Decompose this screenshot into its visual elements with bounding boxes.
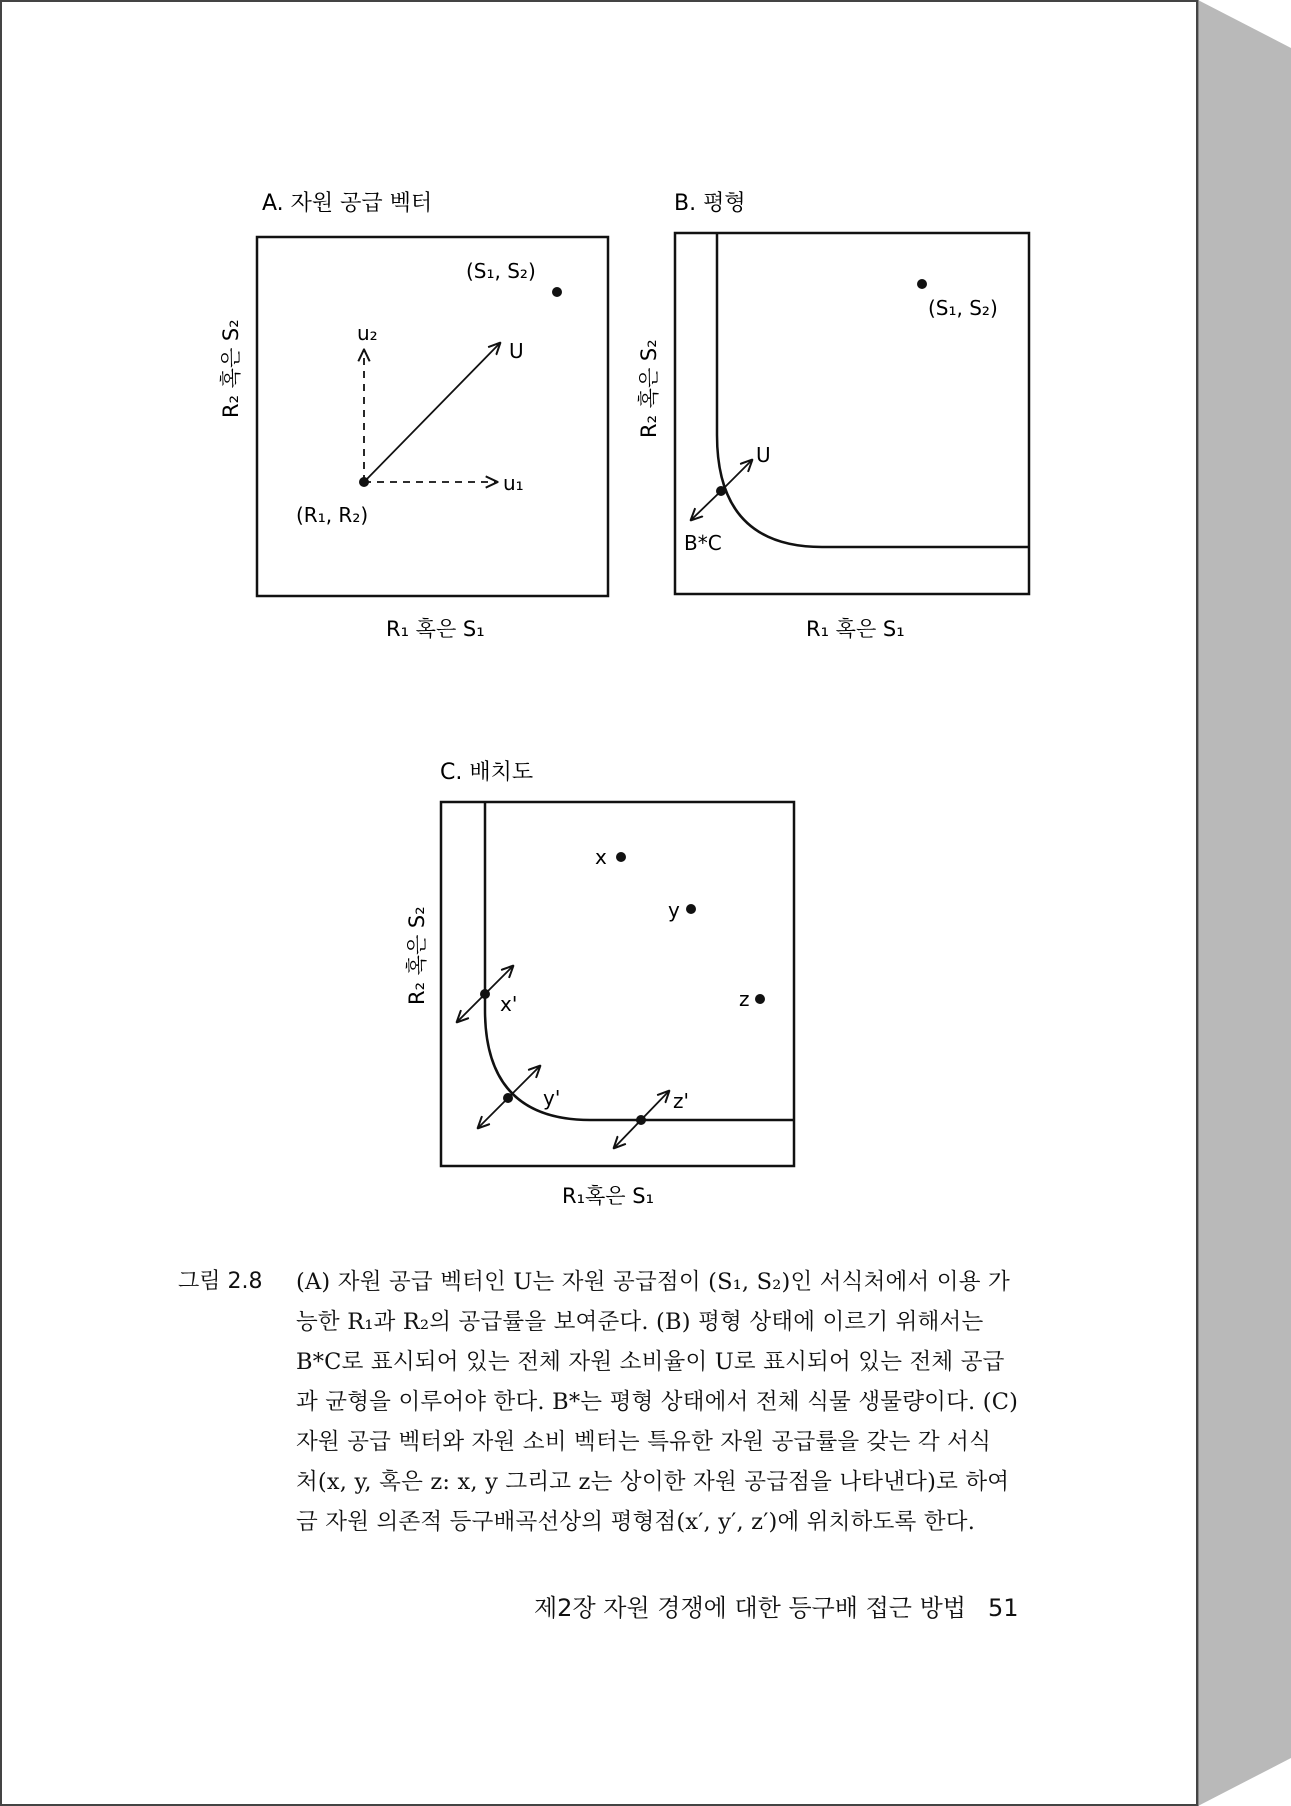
panel-a-u2-label: u₂ — [357, 321, 378, 345]
caption-line: (A) 자원 공급 벡터인 U는 자원 공급점이 (S₁, S₂)인 서식처에서 이용 가 — [296, 1269, 1010, 1295]
panel-b-ylabel: R₂ 혹은 S₂ — [637, 339, 661, 438]
panel-c-title: C. 배치도 — [440, 760, 534, 785]
caption-line: B*C로 표시되어 있는 전체 자원 소비율이 U로 표시되어 있는 전체 공급 — [296, 1349, 1005, 1375]
caption-line: 과 균형을 이루어야 한다. B*는 평형 상태에서 전체 식물 생물량이다. (C) — [296, 1389, 1019, 1415]
panel-c-eq-point-z — [636, 1115, 646, 1125]
panel-b-point-s — [917, 279, 927, 289]
panel-c-eq-point-x — [480, 989, 490, 999]
panel-c-z-consumption-vector — [614, 1120, 641, 1148]
panel-b-frame — [675, 233, 1029, 594]
caption-line: 능한 R₁과 R₂의 공급률을 보여준다. (B) 평형 상태에 이르기 위해서는 — [296, 1309, 984, 1335]
panel-c-x-consumption-vector — [457, 994, 485, 1022]
panel-c-y-supply-vector — [508, 1066, 540, 1098]
panel-a-ylabel: R₂ 혹은 S₂ — [219, 319, 243, 418]
panel-b-point-s-label: (S₁, S₂) — [928, 296, 998, 320]
panel-c-point-x-label: x — [595, 845, 607, 869]
panel-c-point-x — [616, 852, 626, 862]
page-footer — [534, 1588, 1019, 1623]
panel-b — [637, 191, 1029, 641]
panel-a-title: A. 자원 공급 벡터 — [262, 191, 433, 216]
panel-a-point-r — [359, 477, 369, 487]
panel-a-point-s-label: (S₁, S₂) — [466, 259, 536, 283]
panel-c-z-supply-vector — [641, 1091, 669, 1120]
panel-c-x-supply-vector — [485, 966, 513, 994]
panel-c-ylabel: R₂ 혹은 S₂ — [405, 906, 429, 1005]
panel-a-point-s — [552, 287, 562, 297]
panel-b-u-label: U — [756, 443, 771, 467]
panel-a-xlabel: R₁ 혹은 S₁ — [386, 617, 485, 641]
caption-label: 그림 2.8 — [178, 1269, 263, 1294]
panel-c-eq-z-label: z' — [673, 1089, 689, 1113]
panel-b-bc-vector — [691, 491, 721, 520]
caption-line: 금 자원 의존적 등구배곡선상의 평형점(x′, y′, z′)에 위치하도록 한다. — [296, 1509, 976, 1535]
chapter-title: 제2장 자원 경쟁에 대한 등구배 접근 방법 — [534, 1594, 966, 1622]
panel-b-u-vector — [721, 460, 752, 491]
caption-line: 처(x, y, 혹은 z: x, y 그리고 z는 상이한 자원 공급점을 나타낸다)로 하여 — [296, 1469, 1010, 1495]
panel-c-point-y — [686, 904, 696, 914]
panel-b-xlabel: R₁ 혹은 S₁ — [806, 617, 905, 641]
panel-c — [405, 760, 794, 1208]
panel-c-y-consumption-vector — [478, 1098, 508, 1128]
panel-a-u-label: U — [509, 339, 524, 363]
panel-c-eq-x-label: x' — [500, 992, 518, 1016]
panel-b-title: B. 평형 — [674, 191, 746, 216]
panel-b-zngi-curve — [717, 234, 1029, 547]
panel-c-point-z — [755, 994, 765, 1004]
panel-a-u-vector — [364, 343, 500, 482]
panel-c-zngi-curve — [485, 803, 793, 1120]
panel-b-bc-label: B*C — [684, 531, 722, 555]
book-side-edge — [1198, 0, 1291, 1806]
caption-line: 자원 공급 벡터와 자원 소비 벡터는 특유한 자원 공급률을 갖는 각 서식 — [296, 1429, 992, 1455]
panel-b-eq-point — [716, 486, 726, 496]
panel-c-point-z-label: z — [739, 987, 750, 1011]
panel-a — [219, 191, 608, 641]
panel-c-point-y-label: y — [668, 898, 680, 922]
panel-a-point-r-label: (R₁, R₂) — [296, 503, 369, 527]
panel-c-xlabel: R₁혹은 S₁ — [562, 1184, 655, 1208]
panel-c-eq-y-label: y' — [543, 1086, 561, 1110]
panel-a-u1-label: u₁ — [503, 471, 524, 495]
panel-c-eq-point-y — [503, 1093, 513, 1103]
page-number: 51 — [988, 1594, 1019, 1622]
